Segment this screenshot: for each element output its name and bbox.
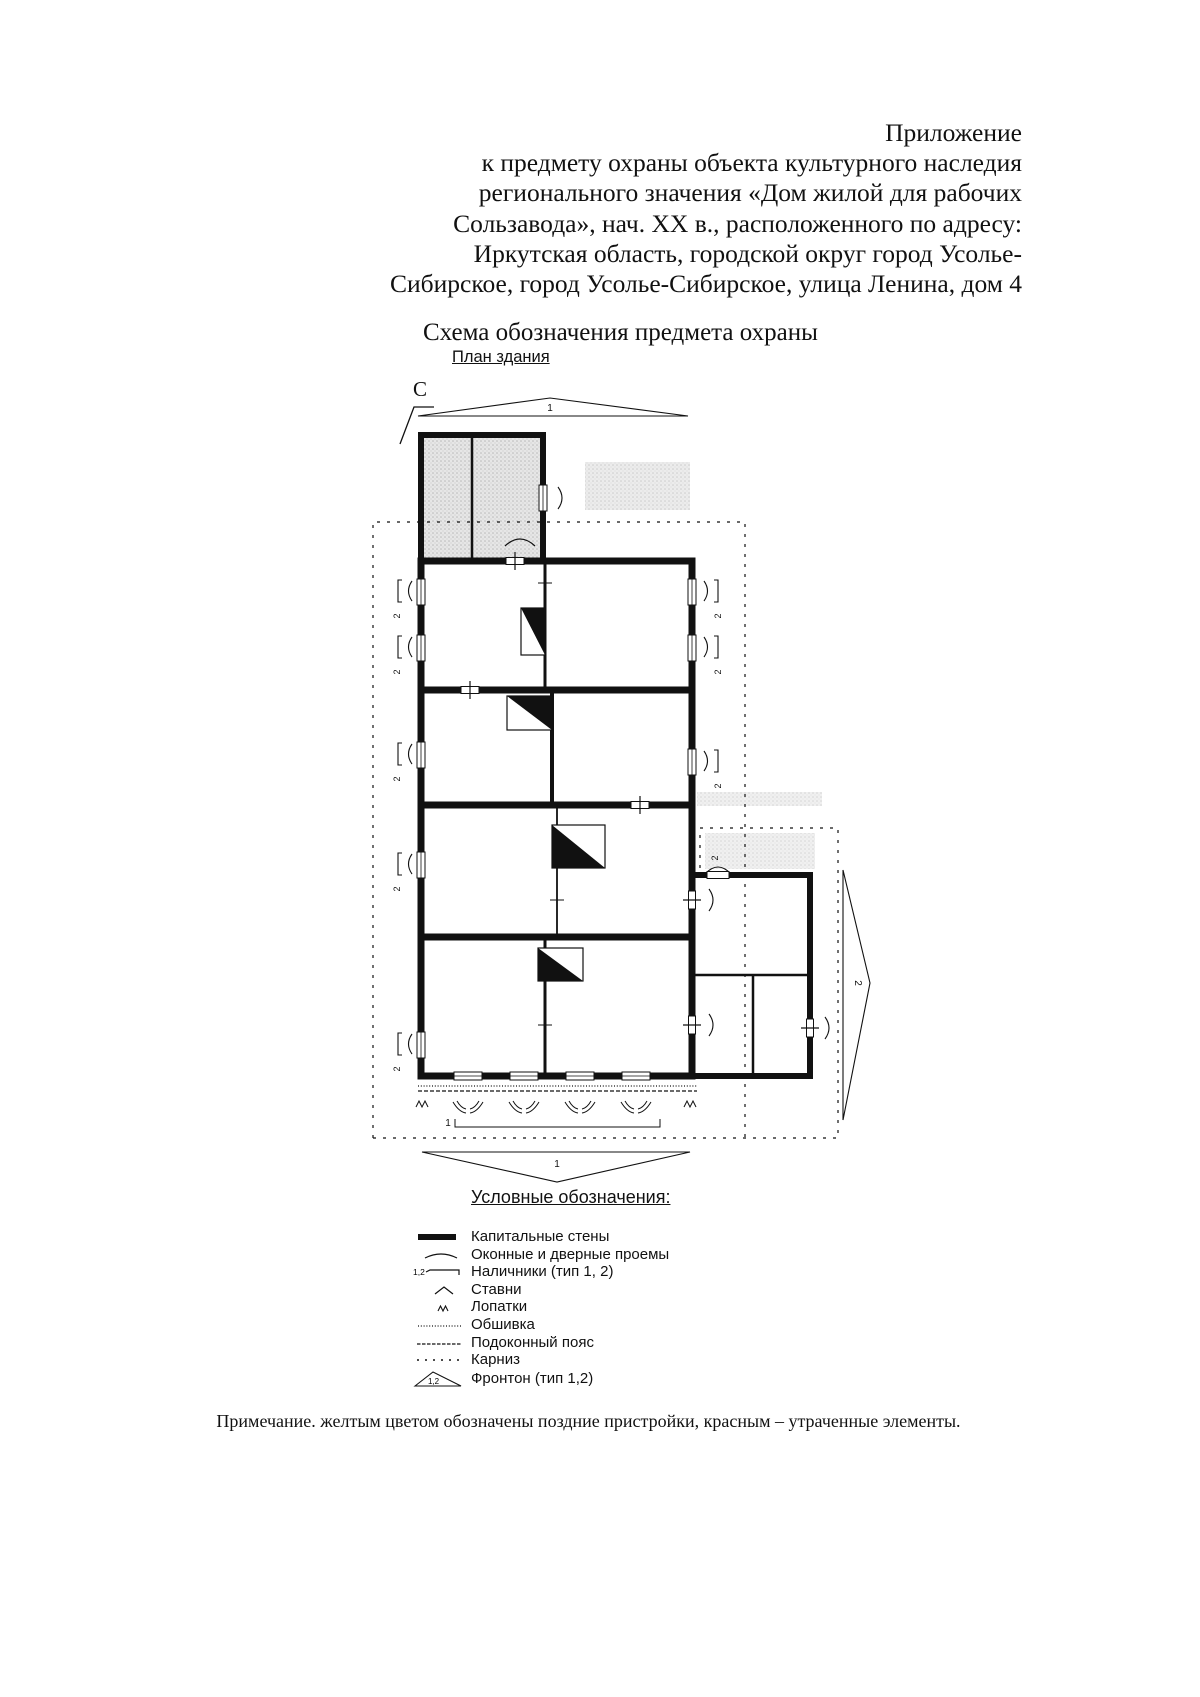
trim-type-label: 2: [392, 613, 402, 619]
header-line: Приложение: [885, 118, 1022, 147]
shutter: [453, 1101, 483, 1113]
legend-label: Подоконный пояс: [471, 1333, 594, 1351]
window-trim-mark: [714, 750, 718, 772]
pediment-north-type: 1: [547, 403, 553, 414]
door-opening: [707, 872, 729, 879]
pediment-types-mark: 1,2: [428, 1376, 440, 1386]
pediment-south-type: 1: [554, 1159, 560, 1170]
legend-label: Обшивка: [471, 1315, 535, 1333]
legend-title: Условные обозначения:: [471, 1187, 671, 1207]
trim-type-label: 2: [713, 783, 723, 789]
legend-item: [413, 1281, 669, 1299]
later-addition-shading: [697, 792, 822, 806]
opening-arc: [409, 581, 413, 601]
south-trim-bracket: [455, 1119, 660, 1127]
window-trim-icon: [413, 1263, 467, 1281]
opening-arc: [409, 854, 413, 874]
trim-type-label: 2: [392, 669, 402, 675]
opening-arc: [704, 637, 708, 657]
opening-arc: [709, 1014, 713, 1036]
legend-item: [413, 1246, 669, 1264]
later-addition-shading: [585, 462, 690, 510]
pilaster-mark: [684, 1101, 696, 1107]
cornice-icon: [413, 1351, 467, 1369]
south-trim-type: 1: [445, 1118, 451, 1129]
header-line: к предмету охраны объекта культурного наследия: [481, 148, 1022, 178]
opening-arc: [704, 581, 708, 601]
opening-arc: [558, 487, 562, 509]
later-addition-shading: [423, 437, 541, 559]
capital-wall-icon: [413, 1228, 467, 1246]
door-mark: [538, 1018, 552, 1032]
trim-type-label: 2: [392, 886, 402, 892]
cladding-icon: [413, 1316, 467, 1334]
legend: [413, 1228, 669, 1389]
window-trim-mark: [398, 636, 402, 658]
opening-arc-icon: [413, 1246, 467, 1264]
shutter: [621, 1101, 651, 1113]
window-trim-mark: [398, 743, 402, 765]
shutter: [509, 1101, 539, 1113]
legend-item: [413, 1351, 669, 1369]
legend-item: [413, 1334, 669, 1352]
legend-item: [413, 1316, 669, 1334]
legend-label: Наличники (тип 1, 2): [471, 1263, 614, 1281]
later-addition-shading: [705, 833, 815, 869]
section-mark: С: [413, 377, 428, 401]
pediment-north: [418, 398, 688, 416]
legend-label: Лопатки: [471, 1298, 528, 1316]
opening-arc: [409, 744, 413, 764]
window-trim-mark: [714, 580, 718, 602]
plan-subtitle: План здания: [452, 348, 550, 366]
pediment-east-type: 2: [852, 980, 863, 986]
pilaster-icon: [413, 1298, 467, 1316]
legend-label: Ставни: [471, 1280, 522, 1298]
trim-types-mark: 1,2: [413, 1267, 425, 1278]
legend-item: [413, 1228, 669, 1246]
opening-arc: [409, 1034, 413, 1054]
trim-type-label: 2: [713, 613, 723, 619]
trim-type-label: 2: [392, 776, 402, 782]
door-mark: [538, 576, 552, 590]
opening-arc: [704, 751, 708, 771]
footnote: Примечание. желтым цветом обозначены поздние пристройки, красным – утраченные элементы.: [216, 1411, 961, 1431]
header-line: Сибирское, город Усолье-Сибирское, улица Ленина, дом 4: [390, 269, 1022, 299]
legend-item: [413, 1263, 669, 1281]
legend-item: [413, 1369, 669, 1389]
legend-label: Фронтон (тип 1,2): [471, 1369, 594, 1387]
pilaster-mark: [416, 1101, 428, 1107]
header-line: Иркутская область, городской округ город Усолье-: [473, 238, 1022, 268]
trim-type-label: 2: [713, 669, 723, 675]
window-trim-mark: [398, 580, 402, 602]
trim-type-label: 2: [392, 1066, 402, 1072]
trim-type-label: 2: [710, 855, 720, 861]
header-line: Сользавода», нач. XX в., расположенного по адресу:: [453, 208, 1022, 238]
window-trim-mark: [714, 636, 718, 658]
opening-arc: [825, 1017, 829, 1039]
scheme-title: Схема обозначения предмета охраны: [423, 319, 818, 346]
legend-label: Карниз: [471, 1351, 520, 1369]
opening-arc: [409, 637, 413, 657]
shutter: [565, 1101, 595, 1113]
legend-item: [413, 1298, 669, 1316]
pediment-east: [843, 870, 870, 1120]
header-line: регионального значения «Дом жилой для рабочих: [478, 178, 1022, 208]
legend-label: Оконные и дверные проемы: [471, 1245, 670, 1263]
pediment-icon: [413, 1369, 467, 1389]
opening-arc: [709, 889, 713, 911]
shutter-icon: [413, 1281, 467, 1299]
legend-label: Капитальные стены: [471, 1228, 610, 1245]
door-mark: [550, 893, 564, 907]
window-trim-mark: [398, 1033, 402, 1055]
sill-band-icon: [413, 1334, 467, 1352]
window-trim-mark: [398, 853, 402, 875]
